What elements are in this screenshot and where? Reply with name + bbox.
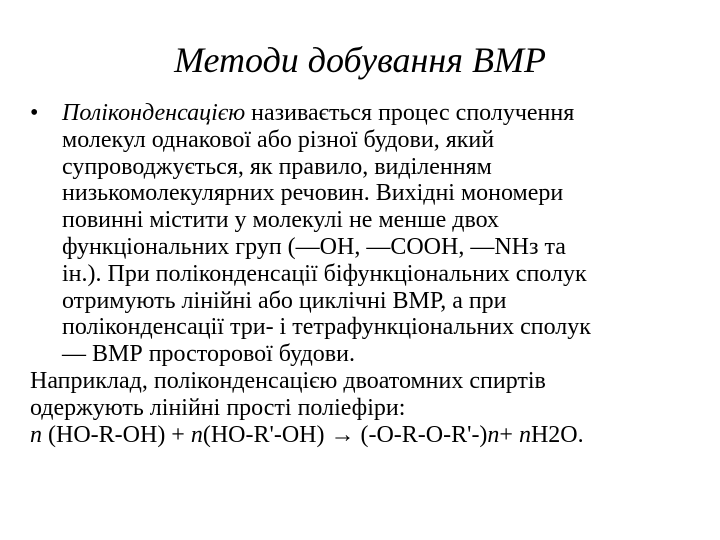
text-line: повинні містити у молекулі не менше двох bbox=[62, 207, 500, 234]
equation-n: n bbox=[190, 421, 203, 448]
equation-text: (HO-R-OH) + bbox=[42, 421, 191, 448]
slide-body bbox=[30, 100, 710, 448]
text-line: отримують лінійні або циклічні ВМР, а при bbox=[62, 287, 507, 314]
bullet-paragraph bbox=[30, 100, 710, 368]
equation-n: n bbox=[30, 421, 42, 448]
example-paragraph bbox=[30, 368, 710, 422]
bullet-symbol: • bbox=[30, 100, 39, 126]
text-line: одержують лінійні прості поліефіри: bbox=[30, 394, 406, 421]
equation-n: n bbox=[487, 421, 500, 448]
text-line: низькомолекулярних речовин. Вихідні мономери bbox=[62, 180, 564, 207]
line-text: називається процес сполучення bbox=[245, 100, 575, 126]
text-line: ін.). При поліконденсації біфункціональних сполук bbox=[62, 260, 587, 287]
text-line: — ВМР просторової будови. bbox=[62, 341, 355, 368]
text-line: функціональних груп (—OН, —СООН, —NНз та bbox=[62, 233, 566, 260]
reaction-equation bbox=[30, 422, 710, 449]
equation-text: H2O. bbox=[530, 421, 584, 448]
text-line: Наприклад, поліконденсацією двоатомних спиртів bbox=[30, 367, 546, 394]
text-line: супроводжується, як правило, виділенням bbox=[62, 153, 492, 180]
term-italic: Поліконденсацією bbox=[62, 100, 246, 126]
text-line: поліконденсації три- і тетрафункціональних сполук bbox=[62, 314, 591, 341]
equation-text: (HO-R'-OH) → (-O-R-O-R'-) bbox=[202, 421, 488, 448]
equation-n: n bbox=[518, 421, 531, 448]
text-line: молекул однакової або різної будови, який bbox=[62, 126, 495, 153]
slide-title: Методи добування ВМР bbox=[174, 40, 546, 80]
text-line bbox=[62, 100, 710, 127]
equation-text: + bbox=[499, 421, 519, 448]
